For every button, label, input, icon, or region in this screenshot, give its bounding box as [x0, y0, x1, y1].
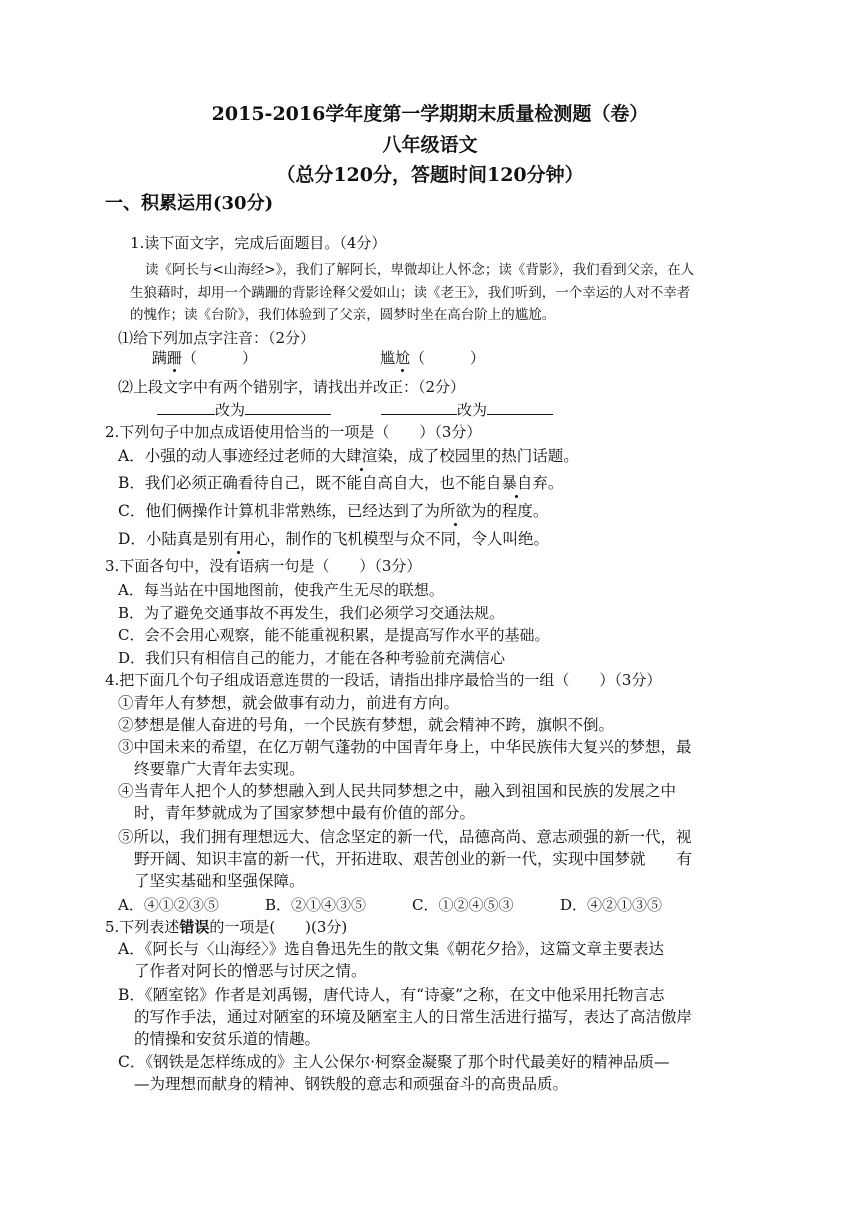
question-2-stem: 2.下列句子中加点成语使用恰当的一项是（ ）（3分） [105, 423, 482, 441]
dotted-char: 尬 [395, 349, 411, 367]
option-c: C．会不会用心观察，能不能重视积累，是提高写作水平的基础。 [118, 626, 550, 644]
question-1-sub-2: ⑵上段文字中有两个错别字，请找出并改正：（2分） [118, 378, 466, 396]
option-a: A．每当站在中国地图前，使我产生无尽的联想。 [118, 581, 444, 599]
statement-line: C．《钢铁是怎样练成的》主人公保尔·柯察金凝聚了那个时代最美好的精神品质— [118, 1053, 670, 1071]
answer-blank[interactable] [245, 400, 331, 415]
option-a: A．小强的动人事迹经过老师的大肆渲染，成了校园里的热门话题。 [118, 447, 579, 465]
statement-line: 的写作手法，通过对陋室的环境及陋室主人的日常生活进行描写，表达了高洁傲岸 [134, 1008, 693, 1026]
question-1-sub-1: ⑴给下列加点字注音：（2分） [118, 329, 316, 347]
statement-line: B．《陋室铭》作者是刘禹锡，唐代诗人，有“诗豪”之称，在文中他采用托物言志 [118, 986, 665, 1004]
score-note: （总分120分，答题时间120分钟） [276, 164, 584, 186]
option-c: C．他们俩操作计算机非常熟练，已经达到了为所欲为的程度。 [118, 502, 549, 520]
answer-blank[interactable] [381, 400, 457, 415]
statement-line: 了作者对阿长的憎恶与讨厌之情。 [134, 962, 367, 980]
option-b: B．为了避免交通事故不再发生，我们必须学习交通法规。 [118, 604, 505, 622]
dotted-idiom: 自暴自弃 [485, 474, 548, 492]
emphasis-word: 错误 [179, 918, 210, 936]
pinyin-char: 蹒 [152, 349, 168, 367]
correction-row [157, 400, 331, 419]
sentence-line: 野开阔、知识丰富的新一代，开拓进取、艰苦创业的新一代，实现中国梦就 有 [134, 850, 693, 868]
pinyin-char: 尴 [380, 349, 396, 367]
answer-paren[interactable]: （ ） [410, 349, 486, 367]
sentence-line: ②梦想是催人奋进的号角，一个民族有梦想，就会精神不跨，旗帜不倒。 [118, 716, 615, 734]
answer-blank[interactable] [157, 400, 215, 415]
sentence-line: ⑤所以，我们拥有理想远大、信念坚定的新一代，品德高尚、意志顽强的新一代，视 [118, 828, 692, 846]
answer-paren[interactable]: （ ） [182, 349, 258, 367]
question-4-stem: 4.把下面几个句子组成语意连贯的一段话，请指出排序最恰当的一组（ ）（3分） [105, 671, 662, 689]
statement-line: 的情操和安贫乐道的情趣。 [134, 1030, 321, 1048]
exam-subject: 八年级语文 [382, 134, 478, 156]
dotted-idiom: 为所欲为 [424, 502, 487, 520]
choice-b: B．②①④③⑤ [265, 896, 367, 914]
dotted-idiom: 别有用心 [207, 530, 270, 548]
statement-line: A．《阿长与〈山海经〉》选自鲁迅先生的散文集《朝花夕拾》，这篇文章主要表达 [118, 940, 664, 958]
section-heading: 一、积累运用(30分) [105, 193, 274, 214]
sentence-line: 了坚实基础和坚强保障。 [134, 872, 305, 890]
passage-line: 读《阿长与<山海经>》，我们了解阿长，卑微却让人怀念；读《背影》，我们看到父亲，在人 [145, 262, 695, 278]
pinyin-item-b [380, 349, 485, 367]
choice-d: D．④②①③⑤ [560, 896, 663, 914]
option-d: D．小陆真是别有用心，制作的飞机模型与众不同，令人叫绝。 [118, 530, 549, 548]
choice-c: C．①②④⑤③ [412, 896, 514, 914]
pinyin-item-a [152, 349, 257, 367]
passage-line: 生狼藉时，却用一个蹒跚的背影诠释父爱如山；读《老王》，我们听到，一个幸运的人对不幸者 [130, 285, 691, 301]
option-d: D．我们只有相信自己的能力，才能在各种考验前充满信心 [118, 649, 506, 667]
fix-label: 改为 [457, 401, 488, 419]
sentence-line: 时，青年梦就成为了国家梦想中最有价值的部分。 [134, 804, 476, 822]
passage-line: 的愧作；读《台阶》，我们体验到了父亲，圆梦时坐在高台阶上的尴尬。 [130, 307, 556, 323]
question-3-stem: 3.下面各句中，没有语病一句是（ ）（3分） [105, 557, 422, 575]
fix-label: 改为 [215, 401, 246, 419]
dotted-char: 跚 [167, 349, 183, 367]
correction-row [381, 400, 553, 419]
sentence-line: ③中国未来的希望，在亿万朝气蓬勃的中国青年身上，中华民族伟大复兴的梦想，最 [118, 738, 692, 756]
answer-blank[interactable] [487, 400, 553, 415]
dotted-idiom: 大肆渲染 [330, 447, 393, 465]
exam-title: 2015-2016学年度第一学期期末质量检测题（卷） [211, 103, 649, 125]
sentence-line: ④当青年人把个人的梦想融入到人民共同梦想之中，融入到祖国和民族的发展之中 [118, 782, 677, 800]
sentence-line: ①青年人有梦想，就会做事有动力，前进有方向。 [118, 694, 460, 712]
question-1-stem: 1.读下面文字，完成后面题目。（4分） [130, 234, 387, 252]
question-5-stem: 5.下列表述错误的一项是( )(3分) [105, 918, 348, 936]
choice-a: A．④①②③⑤ [118, 896, 219, 914]
option-b: B．我们必须正确看待自己，既不能自高自大，也不能自暴自弃。 [118, 474, 564, 492]
statement-line: —为理想而献身的精神、钢铁般的意志和顽强奋斗的高贵品质。 [134, 1075, 569, 1093]
sentence-line: 终要靠广大青年去实现。 [134, 760, 305, 778]
